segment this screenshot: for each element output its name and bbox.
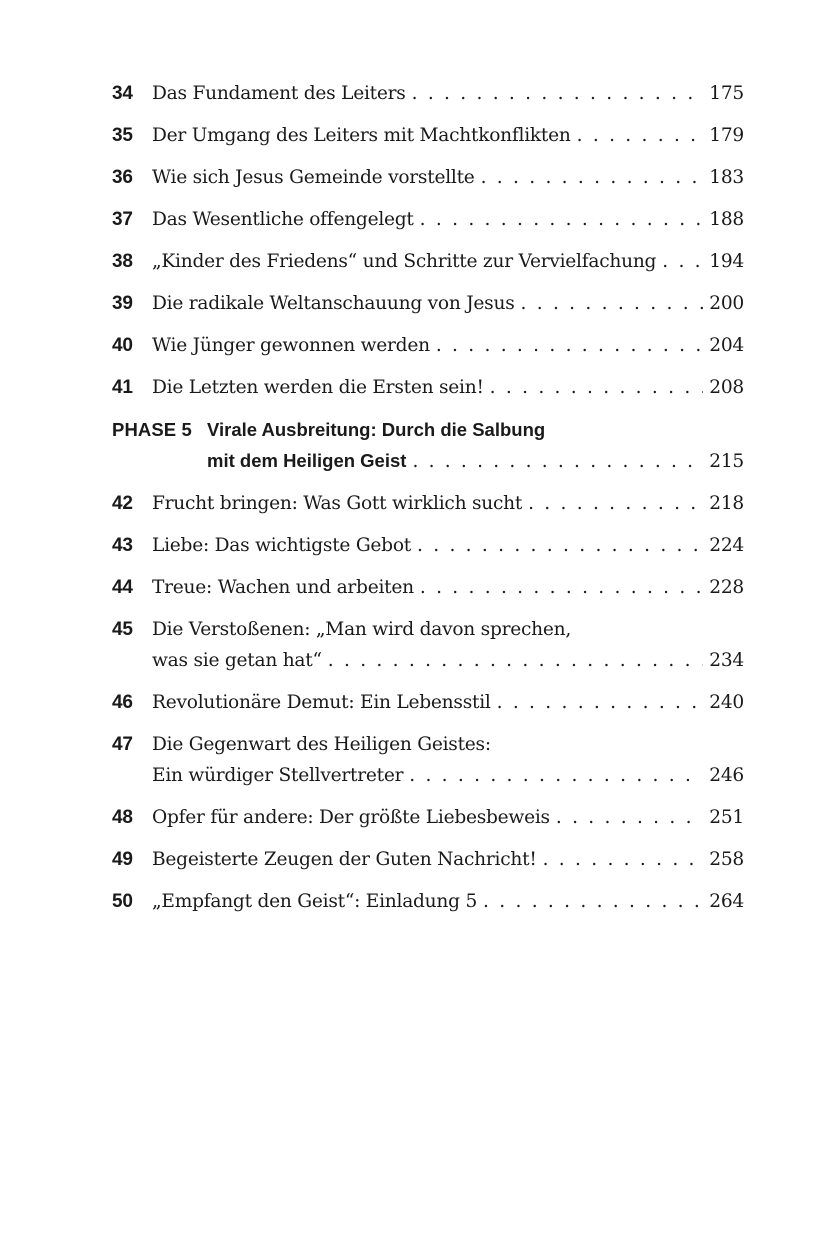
chapter-title: Die Letzten werden die Ersten sein! (152, 377, 484, 398)
toc-entry-body (152, 372, 744, 403)
dot-leader (417, 530, 703, 561)
page-number: 194 (709, 251, 744, 272)
chapter-number: 35 (112, 125, 133, 146)
dot-leader (420, 204, 704, 235)
toc-entry-body (152, 687, 744, 718)
dot-leader (490, 372, 704, 403)
page-number: 228 (709, 577, 744, 598)
dot-leader (556, 802, 703, 833)
chapter-title: Der Umgang des Leiters mit Machtkonflikten (152, 125, 571, 146)
table-of-contents (112, 78, 744, 928)
toc-title-line (152, 687, 744, 718)
toc-entry[interactable] (112, 729, 744, 791)
page-number: 218 (709, 493, 744, 514)
chapter-title: Wie Jünger gewonnen werden (152, 335, 430, 356)
toc-entry[interactable] (112, 687, 744, 718)
page-number: 251 (709, 807, 744, 828)
dot-leader (497, 687, 704, 718)
dot-leader (420, 572, 703, 603)
page-number: 204 (709, 335, 744, 356)
chapter-number: 42 (112, 493, 133, 514)
chapter-number: 47 (112, 734, 133, 755)
dot-leader (543, 844, 704, 875)
toc-entry[interactable] (112, 120, 744, 151)
chapter-number: 46 (112, 692, 133, 713)
chapter-number: 40 (112, 335, 133, 356)
chapter-title: Liebe: Das wichtigste Gebot (152, 535, 412, 556)
chapter-title: Das Fundament des Leiters (152, 83, 406, 104)
toc-entry-body (152, 488, 744, 519)
toc-title-line (152, 802, 744, 833)
toc-entry-body (152, 78, 744, 109)
toc-entry[interactable] (112, 372, 744, 403)
page-number: 258 (709, 849, 744, 870)
dot-leader (662, 246, 703, 277)
toc-entry[interactable] (112, 162, 744, 193)
chapter-number: 49 (112, 849, 133, 870)
dot-leader (328, 645, 704, 676)
toc-entry-body (152, 246, 744, 277)
chapter-title: Wie sich Jesus Gemeinde vorstellte (152, 167, 475, 188)
dot-leader (577, 120, 704, 151)
toc-entry[interactable] (112, 488, 744, 519)
chapter-title: Begeisterte Zeugen der Guten Nachricht! (152, 849, 537, 870)
toc-title-line (152, 288, 744, 319)
toc-title-line (152, 530, 744, 561)
chapter-title: „Empfangt den Geist“: Einladung 5 (152, 891, 478, 912)
toc-title-line (152, 760, 744, 791)
chapter-number: 34 (112, 83, 133, 104)
toc-entry-body (152, 162, 744, 193)
toc-entry-body (152, 530, 744, 561)
toc-title-line (207, 445, 744, 477)
toc-title-line (152, 78, 744, 109)
toc-entry[interactable] (112, 572, 744, 603)
chapter-title: „Kinder des Friedens“ und Schritte zur Vervielfachung (152, 251, 657, 272)
page-number: 208 (709, 377, 744, 398)
toc-entry-body (152, 844, 744, 875)
chapter-number: 37 (112, 209, 133, 230)
phase-label: PHASE 5 (112, 419, 192, 440)
page-number: 234 (709, 650, 744, 671)
dot-leader (412, 446, 703, 477)
page-number: 240 (709, 692, 744, 713)
toc-title-line (152, 645, 744, 676)
chapter-title: Das Wesentliche offengelegt (152, 209, 414, 230)
toc-title-line (152, 372, 744, 403)
toc-title-line (152, 886, 744, 917)
chapter-title: Ein würdiger Stellvertreter (152, 765, 404, 786)
chapter-title: Revolutionäre Demut: Ein Lebensstil (152, 692, 491, 713)
page-number: 224 (709, 535, 744, 556)
chapter-number: 50 (112, 891, 133, 912)
chapter-number: 36 (112, 167, 133, 188)
page-number: 200 (709, 293, 744, 314)
chapter-number: 39 (112, 293, 133, 314)
chapter-title: Die radikale Weltanschauung von Jesus (152, 293, 515, 314)
dot-leader (483, 886, 703, 917)
dot-leader (409, 760, 703, 791)
chapter-title: Frucht bringen: Was Gott wirklich sucht (152, 493, 523, 514)
toc-title-line (152, 120, 744, 151)
chapter-number: 48 (112, 807, 133, 828)
phase-title-line: Virale Ausbreitung: Durch die Salbung (207, 419, 546, 440)
page-number: 175 (709, 83, 744, 104)
chapter-title: Opfer für andere: Der größte Liebesbeweis (152, 807, 550, 828)
dot-leader (528, 488, 703, 519)
toc-entry[interactable] (112, 886, 744, 917)
dot-leader (521, 288, 704, 319)
dot-leader (436, 330, 703, 361)
toc-entry[interactable] (112, 204, 744, 235)
toc-entry-body (152, 614, 744, 676)
page-number: 264 (709, 891, 744, 912)
toc-entry[interactable] (112, 802, 744, 833)
toc-entry-body (152, 288, 744, 319)
dot-leader (412, 78, 704, 109)
toc-title-line (152, 488, 744, 519)
chapter-number: 43 (112, 535, 133, 556)
toc-title-line (152, 844, 744, 875)
chapter-title-line: Die Verstoßenen: „Man wird davon sprechen, (152, 619, 572, 640)
toc-entry[interactable] (112, 614, 744, 676)
toc-entry-body (152, 330, 744, 361)
dot-leader (481, 162, 704, 193)
chapter-title: was sie getan hat“ (152, 650, 322, 671)
toc-entry[interactable] (112, 844, 744, 875)
toc-title-line (152, 330, 744, 361)
page-number: 215 (709, 451, 744, 472)
toc-entry[interactable] (112, 530, 744, 561)
chapter-number: 38 (112, 251, 133, 272)
toc-entry-body (152, 204, 744, 235)
toc-entry-body (152, 802, 744, 833)
chapter-title-line: Die Gegenwart des Heiligen Geistes: (152, 734, 491, 755)
page-number: 246 (709, 765, 744, 786)
toc-entry-body (207, 414, 744, 477)
toc-title-line (152, 162, 744, 193)
toc-phase-heading[interactable] (112, 414, 744, 477)
toc-entry[interactable] (112, 330, 744, 361)
toc-title-line (152, 246, 744, 277)
toc-entry-body (152, 120, 744, 151)
phase-title: mit dem Heiligen Geist (207, 450, 407, 471)
chapter-number: 44 (112, 577, 133, 598)
toc-entry[interactable] (112, 246, 744, 277)
toc-entry-body (152, 572, 744, 603)
toc-entry-body (152, 886, 744, 917)
chapter-number: 41 (112, 377, 133, 398)
page-number: 183 (709, 167, 744, 188)
toc-title-line (152, 572, 744, 603)
toc-title-line (152, 204, 744, 235)
page-number: 179 (709, 125, 744, 146)
toc-entry[interactable] (112, 78, 744, 109)
chapter-title: Treue: Wachen und arbeiten (152, 577, 414, 598)
toc-entry[interactable] (112, 288, 744, 319)
page-number: 188 (709, 209, 744, 230)
chapter-number: 45 (112, 619, 133, 640)
toc-entry-body (152, 729, 744, 791)
